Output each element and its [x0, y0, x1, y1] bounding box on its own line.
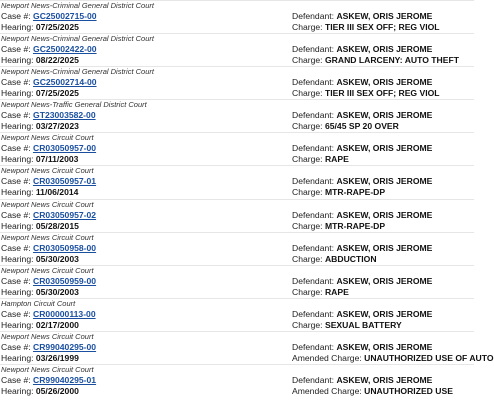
charge-value: MTR-RAPE-DP [324, 187, 386, 198]
case-number-link[interactable]: CR03050957-02 [33, 209, 97, 220]
court-name: Newport News Circuit Court [1, 265, 94, 275]
defendant-line [292, 110, 432, 120]
defendant-label: Defendant: [292, 375, 337, 386]
defendant-label: Defendant: [292, 143, 337, 154]
charge-label: Charge: [292, 253, 325, 264]
case-number-link[interactable]: CR00000113-00 [33, 308, 96, 319]
hearing-label: Hearing: [1, 220, 36, 231]
defendant-label: Defendant: [292, 11, 337, 21]
hearing-line [1, 187, 78, 197]
case-record [0, 331, 494, 364]
court-name: Newport News-Traffic General District Court [1, 100, 147, 110]
case-number-line [1, 243, 96, 253]
case-number-line [1, 11, 97, 21]
defendant-name: ASKEW, ORIS JEROME [336, 242, 433, 253]
case-number-link[interactable]: GT23003582-00 [33, 110, 96, 121]
case-record [0, 66, 474, 99]
court-name: Newport News Circuit Court [1, 166, 94, 176]
court-name: Newport News-Criminal General District Court [1, 1, 154, 10]
court-name: Newport News-Criminal General District Court [1, 34, 154, 44]
defendant-line [292, 143, 432, 153]
case-number-line [1, 342, 96, 352]
case-number-label: Case #: [1, 209, 34, 220]
case-number-label: Case #: [1, 77, 34, 88]
hearing-line [1, 353, 79, 363]
defendant-name: ASKEW, ORIS JEROME [336, 44, 433, 55]
case-number-label: Case #: [1, 11, 34, 21]
charge-label: Charge: [292, 22, 325, 32]
hearing-line [1, 88, 79, 98]
case-number-line [1, 110, 96, 120]
case-number-link[interactable]: CR03050959-00 [33, 275, 97, 286]
defendant-label: Defendant: [292, 242, 337, 253]
case-number-line [1, 276, 96, 286]
hearing-date: 05/30/2003 [35, 253, 79, 264]
defendant-label: Defendant: [292, 110, 337, 121]
hearing-date: 07/25/2025 [35, 22, 79, 32]
court-name: Newport News Circuit Court [1, 331, 94, 341]
defendant-label: Defendant: [292, 341, 337, 352]
charge-value: ABDUCTION [324, 253, 377, 264]
court-name: Newport News Circuit Court [1, 232, 94, 242]
hearing-label: Hearing: [1, 187, 36, 198]
case-number-label: Case #: [1, 110, 34, 121]
hearing-label: Hearing: [1, 55, 36, 66]
defendant-line [292, 309, 432, 319]
case-number-line [1, 375, 96, 385]
defendant-name: ASKEW, ORIS JEROME [336, 275, 433, 286]
hearing-line [1, 154, 78, 164]
case-number-line [1, 210, 96, 220]
charge-value: SEXUAL BATTERY [324, 319, 402, 330]
charge-line [292, 353, 494, 363]
court-name: Hampton Circuit Court [1, 298, 76, 308]
hearing-label: Hearing: [1, 319, 36, 330]
case-number-label: Case #: [1, 275, 34, 286]
court-name: Newport News Circuit Court [1, 199, 94, 209]
defendant-name: ASKEW, ORIS JEROME [336, 176, 433, 187]
charge-label: Amended Charge: [292, 386, 365, 397]
hearing-date: 07/25/2025 [35, 88, 79, 99]
case-number-label: Case #: [1, 44, 34, 55]
case-record [0, 99, 474, 132]
defendant-name: ASKEW, ORIS JEROME [336, 341, 433, 352]
charge-line [292, 121, 399, 131]
case-number-label: Case #: [1, 242, 34, 253]
case-record [0, 132, 474, 165]
charge-line [292, 320, 402, 330]
defendant-name: ASKEW, ORIS JEROME [336, 143, 433, 154]
case-number-link[interactable]: GC25002714-00 [33, 77, 97, 88]
case-number-link[interactable]: CR03050957-01 [33, 176, 97, 187]
charge-line [292, 55, 459, 65]
charge-value: UNAUTHORIZED USE OF AUTO [364, 352, 494, 363]
charge-value: 65/45 SP 20 OVER [324, 121, 399, 132]
charge-label: Charge: [292, 319, 325, 330]
hearing-date: 02/17/2000 [35, 319, 79, 330]
defendant-line [292, 210, 432, 220]
hearing-label: Hearing: [1, 121, 36, 132]
charge-line [292, 386, 453, 396]
charge-line [292, 221, 385, 231]
case-record [0, 0, 474, 33]
case-number-link[interactable]: CR03050958-00 [33, 242, 97, 253]
defendant-line [292, 375, 432, 385]
defendant-line [292, 276, 432, 286]
charge-line [292, 287, 349, 297]
case-record [0, 232, 474, 265]
court-name: Newport News-Criminal General District Court [1, 67, 154, 77]
charge-label: Charge: [292, 220, 325, 231]
case-record [0, 364, 474, 397]
defendant-label: Defendant: [292, 308, 337, 319]
hearing-date: 05/30/2003 [35, 286, 79, 297]
hearing-label: Hearing: [1, 22, 36, 32]
case-number-line [1, 143, 96, 153]
hearing-date: 11/06/2014 [35, 187, 79, 198]
charge-line [292, 254, 377, 264]
defendant-name: ASKEW, ORIS JEROME [336, 11, 433, 21]
defendant-label: Defendant: [292, 44, 337, 55]
hearing-line [1, 254, 79, 264]
case-record [0, 33, 474, 66]
defendant-label: Defendant: [292, 275, 337, 286]
hearing-label: Hearing: [1, 286, 36, 297]
charge-line [292, 187, 385, 197]
defendant-line [292, 44, 432, 54]
case-number-line [1, 176, 96, 186]
court-name: Newport News Circuit Court [1, 365, 94, 375]
hearing-date: 05/26/2000 [35, 386, 79, 397]
charge-label: Charge: [292, 154, 325, 165]
charge-value: GRAND LARCENY: AUTO THEFT [324, 55, 459, 66]
charge-label: Amended Charge: [292, 352, 365, 363]
hearing-line [1, 320, 79, 330]
case-number-link[interactable]: CR03050957-00 [33, 143, 97, 154]
case-number-label: Case #: [1, 375, 34, 386]
hearing-line [1, 221, 79, 231]
case-record [0, 298, 474, 331]
hearing-label: Hearing: [1, 386, 36, 397]
case-number-link[interactable]: CR99040295-00 [33, 341, 97, 352]
case-number-link[interactable]: GC25002422-00 [33, 44, 97, 55]
hearing-date: 07/11/2003 [35, 154, 79, 165]
hearing-line [1, 287, 79, 297]
defendant-line [292, 342, 432, 352]
case-number-label: Case #: [1, 308, 34, 319]
charge-label: Charge: [292, 187, 325, 198]
defendant-name: ASKEW, ORIS JEROME [336, 308, 433, 319]
hearing-date: 03/26/1999 [35, 352, 79, 363]
defendant-name: ASKEW, ORIS JEROME [336, 209, 433, 220]
hearing-line [1, 22, 79, 32]
charge-value: RAPE [324, 154, 349, 165]
hearing-line [1, 386, 79, 396]
charge-line [292, 88, 440, 98]
defendant-line [292, 243, 432, 253]
charge-line [292, 154, 349, 164]
defendant-label: Defendant: [292, 209, 337, 220]
hearing-label: Hearing: [1, 88, 36, 99]
charge-value: MTR-RAPE-DP [324, 220, 386, 231]
defendant-label: Defendant: [292, 176, 337, 187]
case-number-line [1, 77, 97, 87]
charge-value: RAPE [324, 286, 349, 297]
case-number-label: Case #: [1, 176, 34, 187]
charge-line [292, 22, 440, 32]
charge-value: TIER III SEX OFF; REG VIOL [324, 22, 440, 32]
defendant-name: ASKEW, ORIS JEROME [336, 375, 433, 386]
defendant-line [292, 176, 432, 186]
hearing-line [1, 121, 79, 131]
case-number-label: Case #: [1, 143, 34, 154]
court-name: Newport News Circuit Court [1, 133, 94, 143]
defendant-line [292, 11, 432, 21]
charge-value: TIER III SEX OFF; REG VIOL [324, 88, 440, 99]
defendant-label: Defendant: [292, 77, 337, 88]
case-record [0, 199, 474, 232]
case-number-link[interactable]: GC25002715-00 [33, 11, 97, 21]
defendant-name: ASKEW, ORIS JEROME [336, 77, 433, 88]
charge-value: UNAUTHORIZED USE [364, 386, 453, 397]
hearing-date: 03/27/2023 [35, 121, 79, 132]
charge-label: Charge: [292, 286, 325, 297]
case-record [0, 265, 474, 298]
case-number-line [1, 309, 96, 319]
case-number-line [1, 44, 97, 54]
charge-label: Charge: [292, 121, 325, 132]
hearing-line [1, 55, 79, 65]
defendant-name: ASKEW, ORIS JEROME [336, 110, 433, 121]
case-record [0, 165, 474, 198]
charge-label: Charge: [292, 88, 325, 99]
defendant-line [292, 77, 432, 87]
charge-label: Charge: [292, 55, 325, 66]
hearing-label: Hearing: [1, 154, 36, 165]
hearing-date: 05/28/2015 [35, 220, 79, 231]
hearing-date: 08/22/2025 [35, 55, 79, 66]
hearing-label: Hearing: [1, 253, 36, 264]
case-number-link[interactable]: CR99040295-01 [33, 375, 97, 386]
hearing-label: Hearing: [1, 352, 36, 363]
case-number-label: Case #: [1, 341, 34, 352]
